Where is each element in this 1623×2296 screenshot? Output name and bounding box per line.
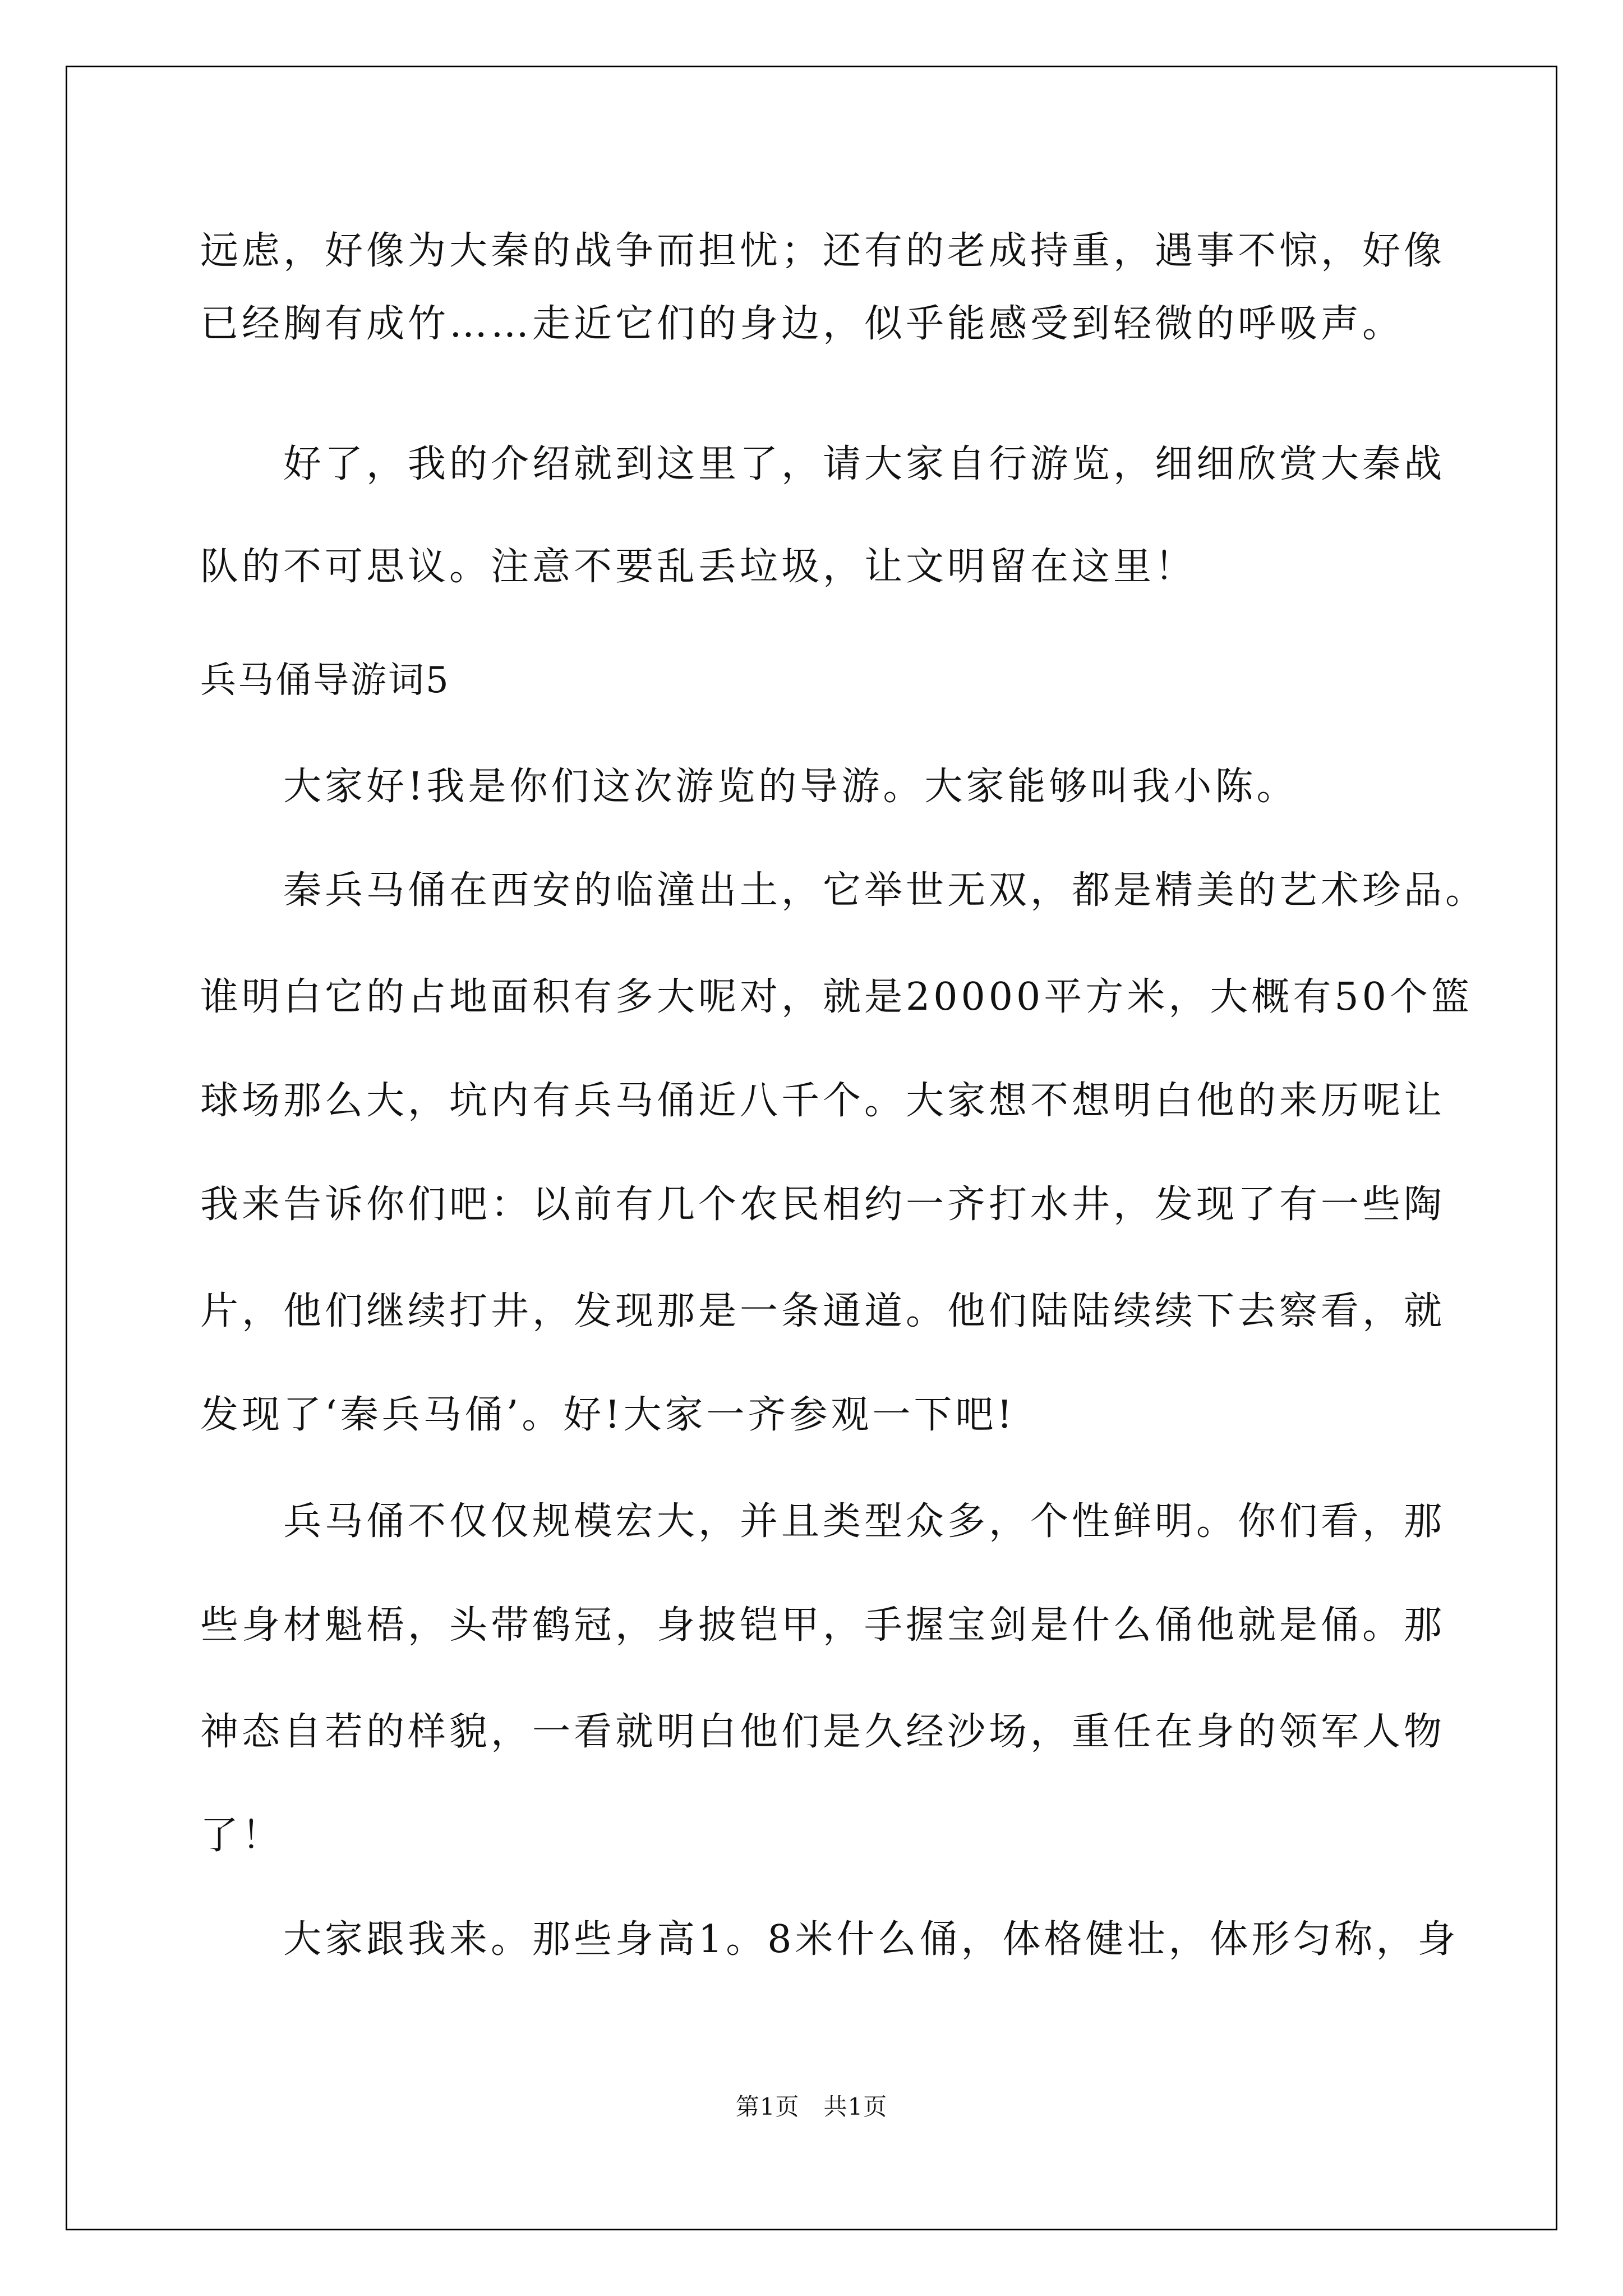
page-border: [66, 66, 1557, 2230]
text-line: 些身材魁梧，头带鹤冠，身披铠甲，手握宝剑是什么俑他就是俑。那: [200, 1603, 1446, 1648]
section-heading: 兵马俑导游词5: [200, 660, 450, 701]
text-line: 好了，我的介绍就到这里了，请大家自行游览，细细欣赏大秦战: [200, 442, 1446, 486]
text-line: 队的不可思议。注意不要乱丢垃圾，让文明留在这里！: [200, 545, 1197, 589]
text-line: 了！: [200, 1814, 284, 1858]
text-line: 秦兵马俑在西安的临潼出土，它举世无双，都是精美的艺术珍品。: [200, 868, 1487, 913]
text-line: 片，他们继续打井，发现那是一条通道。他们陆陆续续下去察看，就: [200, 1289, 1446, 1333]
text-line: 我来告诉你们吧：以前有几个农民相约一齐打水井，发现了有一些陶: [200, 1182, 1446, 1227]
page-footer: 第1页 共1页: [735, 2093, 888, 2120]
text-line: 远虑，好像为大秦的战争而担忧；还有的老成持重，遇事不惊，好像: [200, 229, 1446, 273]
text-line: 大家跟我来。那些身高1。8米什么俑，体格健壮，体形匀称，身: [200, 1917, 1459, 1962]
text-line: 兵马俑不仅仅规模宏大，并且类型众多，个性鲜明。你们看，那: [200, 1499, 1446, 1544]
text-line: 发现了‘秦兵马俑’。好!大家一齐参观一下吧!: [200, 1393, 1016, 1437]
text-line: 大家好!我是你们这次游览的导游。大家能够叫我小陈。: [200, 765, 1298, 809]
text-line: 球场那么大，坑内有兵马俑近八千个。大家想不想明白他的来历呢让: [200, 1079, 1446, 1123]
text-line: 谁明白它的占地面积有多大呢对，就是20000平方米，大概有50个篮: [200, 975, 1473, 1019]
text-line: 已经胸有成竹……走近它们的身边，似乎能感受到轻微的呼吸声。: [200, 302, 1404, 346]
text-line: 神态自若的样貌，一看就明白他们是久经沙场，重任在身的领军人物: [200, 1710, 1446, 1754]
